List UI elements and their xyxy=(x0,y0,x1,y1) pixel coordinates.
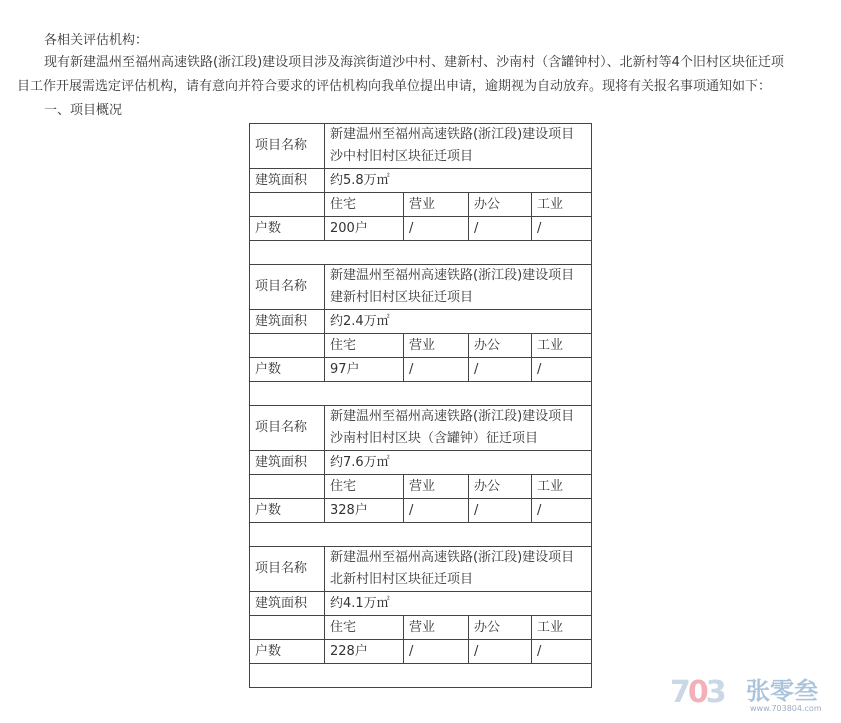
table-row-spacer xyxy=(250,523,592,547)
building-area-value: 约7.6万㎡ xyxy=(325,451,592,475)
households-office: / xyxy=(469,217,532,241)
label-households: 户数 xyxy=(250,499,325,523)
table-row-project-name xyxy=(250,265,592,310)
project-name-line-1: 新建温州至福州高速铁路(浙江段)建设项目 xyxy=(330,409,575,424)
label-households: 户数 xyxy=(250,640,325,664)
households-business: / xyxy=(404,640,469,664)
table-row-households xyxy=(250,499,592,523)
watermark-logo-char: 3 xyxy=(705,675,724,710)
watermark-site-name: 张零叁 xyxy=(746,677,818,705)
header-business: 营业 xyxy=(404,193,469,217)
table-row-area xyxy=(250,310,592,334)
watermark-logo xyxy=(670,676,724,710)
header-industrial: 工业 xyxy=(532,475,592,499)
empty-cell xyxy=(250,193,325,217)
table-row-type-headers xyxy=(250,475,592,499)
project-name-line-2: 北新村旧村区块征迁项目 xyxy=(330,572,474,587)
empty-cell xyxy=(250,475,325,499)
building-area-value: 约5.8万㎡ xyxy=(325,169,592,193)
households-business: / xyxy=(404,358,469,382)
households-business: / xyxy=(404,217,469,241)
project-name-line-2: 沙中村旧村区块征迁项目 xyxy=(330,149,474,164)
label-building-area: 建筑面积 xyxy=(250,310,325,334)
building-area-value: 约4.1万㎡ xyxy=(325,592,592,616)
project-overview-table xyxy=(249,123,592,688)
project-name-line-1: 新建温州至福州高速铁路(浙江段)建设项目 xyxy=(330,268,575,283)
table-row-type-headers xyxy=(250,334,592,358)
header-industrial: 工业 xyxy=(532,616,592,640)
header-residential: 住宅 xyxy=(325,334,404,358)
table-row-project-name xyxy=(250,124,592,169)
table-row-area xyxy=(250,169,592,193)
header-residential: 住宅 xyxy=(325,616,404,640)
label-building-area: 建筑面积 xyxy=(250,592,325,616)
project-name-line-2: 沙南村旧村区块（含罐钟）征迁项目 xyxy=(330,431,539,446)
header-industrial: 工业 xyxy=(532,334,592,358)
empty-cell xyxy=(250,616,325,640)
section-heading-project-overview: 一、项目概况 xyxy=(44,103,123,118)
label-building-area: 建筑面积 xyxy=(250,169,325,193)
header-business: 营业 xyxy=(404,616,469,640)
label-project-name: 项目名称 xyxy=(250,547,325,592)
households-office: / xyxy=(469,358,532,382)
empty-spacer-cell xyxy=(250,664,592,688)
table-row-households xyxy=(250,217,592,241)
header-business: 营业 xyxy=(404,475,469,499)
households-office: / xyxy=(469,499,532,523)
empty-spacer-cell xyxy=(250,523,592,547)
empty-spacer-cell xyxy=(250,241,592,265)
households-industrial: / xyxy=(532,499,592,523)
intro-paragraph-line-2: 目工作开展需选定评估机构，请有意向并符合要求的评估机构向我单位提出申请，逾期视为自动放弃。现将有关报名事项通知如下： xyxy=(17,79,772,94)
label-building-area: 建筑面积 xyxy=(250,451,325,475)
intro-paragraph-line-1: 现有新建温州至福州高速铁路(浙江段)建设项目涉及海滨街道沙中村、建新村、沙南村（含罐钟村）、北新村等4个旧村区块征迁项 xyxy=(44,55,784,70)
table-row-type-headers xyxy=(250,193,592,217)
watermark-logo-char: 0 xyxy=(687,675,706,710)
salutation: 各相关评估机构： xyxy=(44,33,149,48)
label-households: 户数 xyxy=(250,217,325,241)
table-row-households xyxy=(250,640,592,664)
project-name-cell xyxy=(325,406,592,451)
label-project-name: 项目名称 xyxy=(250,406,325,451)
project-name-line-1: 新建温州至福州高速铁路(浙江段)建设项目 xyxy=(330,127,575,142)
households-residential: 228户 xyxy=(325,640,404,664)
watermark-logo-char: 7 xyxy=(670,675,688,710)
header-industrial: 工业 xyxy=(532,193,592,217)
project-name-cell xyxy=(325,547,592,592)
table-row-area xyxy=(250,451,592,475)
households-residential: 200户 xyxy=(325,217,404,241)
households-office: / xyxy=(469,640,532,664)
table-row-spacer xyxy=(250,664,592,688)
header-office: 办公 xyxy=(469,616,532,640)
building-area-value: 约2.4万㎡ xyxy=(325,310,592,334)
watermark-url: www.703804.com xyxy=(750,704,822,713)
households-business: / xyxy=(404,499,469,523)
table-row-project-name xyxy=(250,547,592,592)
project-name-cell xyxy=(325,265,592,310)
header-residential: 住宅 xyxy=(325,193,404,217)
empty-spacer-cell xyxy=(250,382,592,406)
label-project-name: 项目名称 xyxy=(250,124,325,169)
table-row-spacer xyxy=(250,382,592,406)
header-office: 办公 xyxy=(469,193,532,217)
households-industrial: / xyxy=(532,358,592,382)
project-name-line-2: 建新村旧村区块征迁项目 xyxy=(330,290,474,305)
table-row-type-headers xyxy=(250,616,592,640)
table-row-households xyxy=(250,358,592,382)
households-industrial: / xyxy=(532,217,592,241)
households-industrial: / xyxy=(532,640,592,664)
label-households: 户数 xyxy=(250,358,325,382)
table-row-project-name xyxy=(250,406,592,451)
project-name-line-1: 新建温州至福州高速铁路(浙江段)建设项目 xyxy=(330,550,575,565)
households-residential: 97户 xyxy=(325,358,404,382)
header-office: 办公 xyxy=(469,475,532,499)
table-row-spacer xyxy=(250,241,592,265)
table-row-area xyxy=(250,592,592,616)
header-residential: 住宅 xyxy=(325,475,404,499)
households-residential: 328户 xyxy=(325,499,404,523)
site-watermark xyxy=(670,676,830,716)
header-office: 办公 xyxy=(469,334,532,358)
label-project-name: 项目名称 xyxy=(250,265,325,310)
empty-cell xyxy=(250,334,325,358)
project-name-cell xyxy=(325,124,592,169)
header-business: 营业 xyxy=(404,334,469,358)
